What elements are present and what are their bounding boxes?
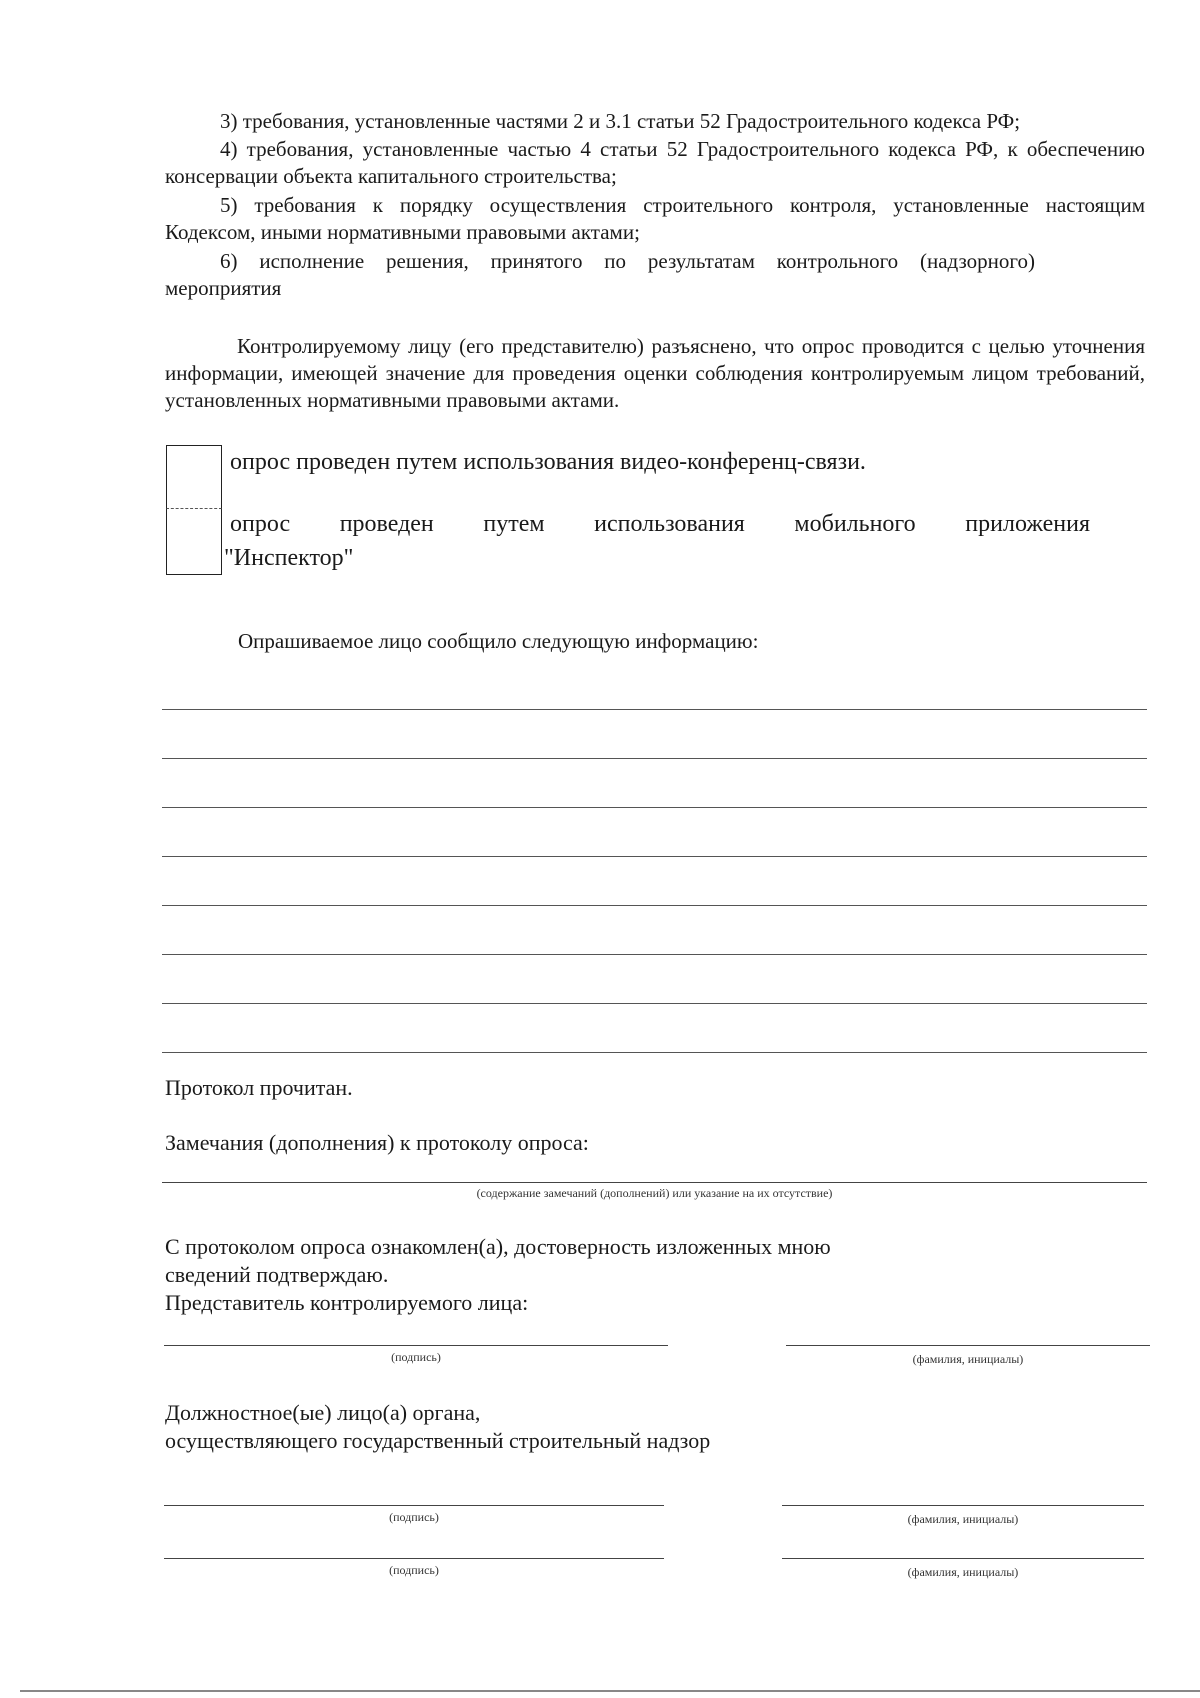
remarks-line[interactable]: [162, 1182, 1147, 1183]
official-label-line-1: Должностное(ые) лицо(а) органа,: [165, 1400, 481, 1425]
representative-signature-hint: (подпись): [391, 1350, 441, 1364]
official-signature-hint-2: (подпись): [389, 1563, 439, 1577]
acknowledgement-line-1: С протоколом опроса ознакомлен(а), достоверность изложенных мною: [165, 1234, 831, 1259]
answer-line[interactable]: [162, 1003, 1147, 1004]
answer-line[interactable]: [162, 807, 1147, 808]
interview-method-checkboxes: [166, 445, 224, 575]
remarks-hint: (содержание замечаний (дополнений) или указание на их отсутствие): [476, 1186, 833, 1200]
explanation-paragraph: Контролируемому лицу (его представителю) разъяснено, что опрос проводится с целью уточнения информации, имеющей значение для проведения оценки соблюдения контролируемым лицом требований, установленных нормативными правовыми актами.: [165, 334, 1145, 412]
video-conference-option-label: опрос проведен путем использования видео-конференц-связи.: [230, 449, 866, 475]
acknowledgement-line-2: сведений подтверждаю.: [165, 1262, 389, 1287]
official-signature-line-2[interactable]: [164, 1558, 664, 1559]
representative-label: Представитель контролируемого лица:: [165, 1290, 529, 1315]
official-signature-line-1[interactable]: [164, 1505, 664, 1506]
remarks-label: Замечания (дополнения) к протоколу опроса:: [165, 1130, 589, 1155]
answer-line[interactable]: [162, 954, 1147, 955]
info-prompt: Опрашиваемое лицо сообщило следующую информацию:: [238, 629, 759, 653]
official-signature-hint-1: (подпись): [389, 1510, 439, 1524]
video-conference-checkbox[interactable]: [166, 445, 222, 509]
official-name-line-2[interactable]: [782, 1558, 1144, 1559]
requirement-item-6: 6) исполнение решения, принятого по результатам контрольного (надзорного) мероприятия: [165, 249, 1035, 300]
mobile-app-option-label: опрос проведен путем использования мобильного приложения: [230, 511, 1090, 537]
answer-line[interactable]: [162, 1052, 1147, 1053]
protocol-read-statement: Протокол прочитан.: [165, 1075, 353, 1100]
requirement-item-5: 5) требования к порядку осуществления строительного контроля, установленные настоящим Кодексом, иными нормативными правовыми актами;: [165, 193, 1145, 244]
official-name-hint-2: (фамилия, инициалы): [907, 1565, 1019, 1579]
answer-line[interactable]: [162, 905, 1147, 906]
official-name-hint-1: (фамилия, инициалы): [907, 1512, 1019, 1526]
requirement-item-3: 3) требования, установленные частями 2 и 3.1 статьи 52 Градостроительного кодекса РФ;: [220, 109, 1021, 133]
answer-line[interactable]: [162, 856, 1147, 857]
answer-line[interactable]: [162, 709, 1147, 710]
page-bottom-rule: [20, 1690, 1200, 1692]
answer-line[interactable]: [162, 758, 1147, 759]
requirement-item-4: 4) требования, установленные частью 4 статьи 52 Градостроительного кодекса РФ, к обеспечению консервации объекта капитального строительства;: [165, 137, 1145, 188]
representative-name-hint: (фамилия, инициалы): [912, 1352, 1024, 1366]
official-name-line-1[interactable]: [782, 1505, 1144, 1506]
mobile-app-checkbox[interactable]: [166, 508, 222, 575]
representative-name-line[interactable]: [786, 1345, 1150, 1346]
representative-signature-line[interactable]: [164, 1345, 668, 1346]
mobile-app-option-label-cont: "Инспектор": [224, 545, 354, 571]
official-label-line-2: осуществляющего государственный строительный надзор: [165, 1428, 711, 1453]
